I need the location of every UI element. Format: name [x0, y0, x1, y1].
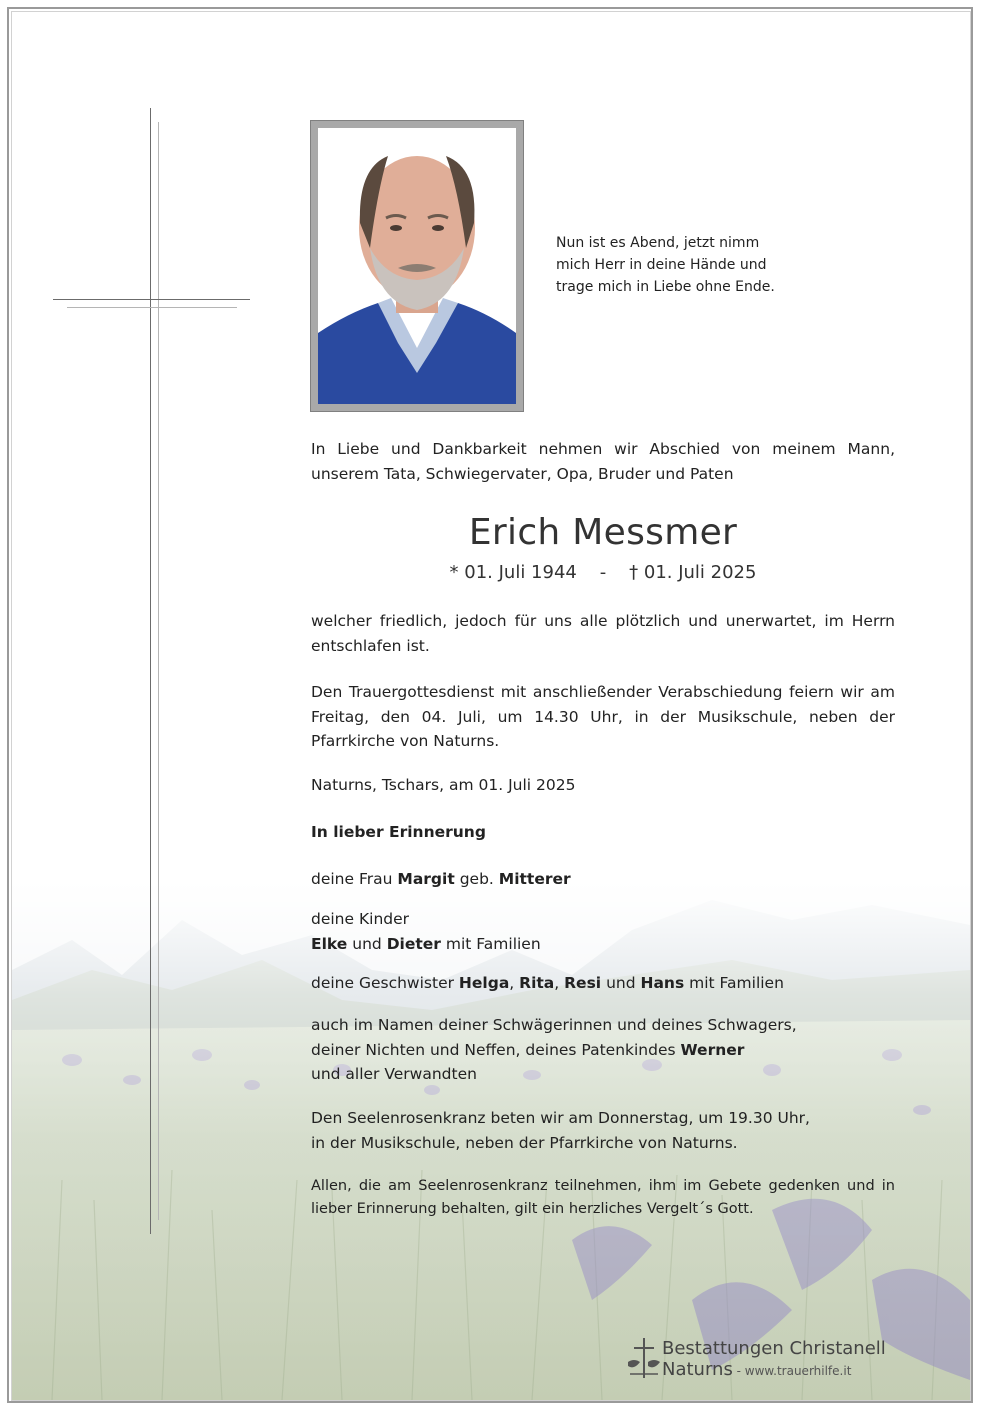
funeral-home-logo-icon — [622, 1336, 666, 1380]
birth-date: * 01. Juli 1944 — [449, 562, 577, 583]
death-date: † 01. Juli 2025 — [629, 562, 757, 583]
children-and: und — [352, 934, 382, 953]
poem-line: mich Herr in deine Hände und — [556, 257, 767, 273]
place-date: Naturns, Tschars, am 01. Juli 2025 — [311, 776, 576, 794]
memory-heading-text: In lieber Erinnerung — [311, 823, 486, 841]
memory-heading — [311, 820, 895, 845]
siblings-prefix: deine Geschwister — [311, 974, 454, 992]
sibling-name: Helga — [458, 974, 510, 992]
child-name: Dieter — [386, 934, 441, 953]
passing-text: welcher friedlich, jedoch für uns alle plötzlich und unerwartet, im Herrn entschlafen ist. — [311, 612, 895, 655]
funeral-home-town: Naturns — [662, 1359, 733, 1380]
cross-vertical-line — [150, 108, 151, 1234]
portrait-frame — [310, 120, 524, 412]
funeral-service-text: Den Trauergottesdienst mit anschließender Verabschiedung feiern wir am Freitag, den 04. Juli, um 14.30 Uhr, in der Musikschule, neben der Pfarrkirche von Naturns. — [311, 683, 895, 750]
rosary-text — [311, 1106, 895, 1155]
siblings-and: und — [606, 974, 636, 992]
relatives-line: deiner Nichten und Neffen, deines Patenkindes — [311, 1040, 676, 1059]
poem-line: trage mich in Liebe ohne Ende. — [556, 279, 775, 295]
sibling-name: Resi — [564, 974, 602, 992]
cross-horizontal-line — [53, 299, 250, 300]
children-suffix: mit Familien — [445, 934, 541, 953]
sibling-name: Hans — [640, 974, 685, 992]
relatives-line: und aller Verwandten — [311, 1065, 477, 1083]
mourner-children — [311, 907, 895, 956]
poem-text — [556, 232, 816, 298]
child-name: Elke — [311, 934, 348, 953]
portrait-photo — [318, 128, 516, 404]
mourner-siblings: deine Geschwister Helga, Rita, Resi und Hans mit Familien — [311, 974, 784, 992]
funeral-home-name: Bestattungen Christanell — [662, 1338, 886, 1359]
mourner-wife — [311, 867, 895, 892]
closing-text: Allen, die am Seelenrosenkranz teilnehmen, ihm im Gebete gedenken und in lieber Erinnerung behalten, gilt ein herzliches Vergelt´s Gott. — [311, 1178, 895, 1217]
rosary-line: Den Seelenrosenkranz beten wir am Donnerstag, um 19.30 Uhr, — [311, 1109, 810, 1127]
date-separator: - — [599, 562, 607, 583]
deceased-name: Erich Messmer — [468, 512, 738, 553]
mourner-relatives — [311, 1013, 895, 1087]
godchild-name: Werner — [680, 1040, 745, 1059]
rosary-line: in der Musikschule, neben der Pfarrkirche von Naturns. — [311, 1133, 738, 1152]
sibling-name: Rita — [519, 974, 555, 992]
wife-geb: geb. — [459, 870, 494, 888]
children-label: deine Kinder — [311, 910, 410, 928]
relatives-line: auch im Namen deiner Schwägerinnen und deines Schwagers, — [311, 1016, 797, 1034]
cross-horizontal-line-shadow — [67, 307, 237, 308]
funeral-home-place — [662, 1359, 851, 1380]
intro-text: In Liebe und Dankbarkeit nehmen wir Abschied von meinem Mann, unserem Tata, Schwiegervater, Opa, Bruder und Paten — [311, 440, 895, 483]
cross-vertical-line-shadow — [158, 122, 159, 1220]
funeral-home-website[interactable]: - www.trauerhilfe.it — [732, 1364, 852, 1378]
wife-prefix: deine Frau — [311, 870, 393, 888]
wife-maiden-name: Mitterer — [498, 870, 571, 888]
poem-line: Nun ist es Abend, jetzt nimm — [556, 235, 760, 251]
life-dates — [311, 562, 895, 583]
wife-name: Margit — [397, 870, 455, 888]
siblings-suffix: mit Familien — [689, 974, 784, 992]
